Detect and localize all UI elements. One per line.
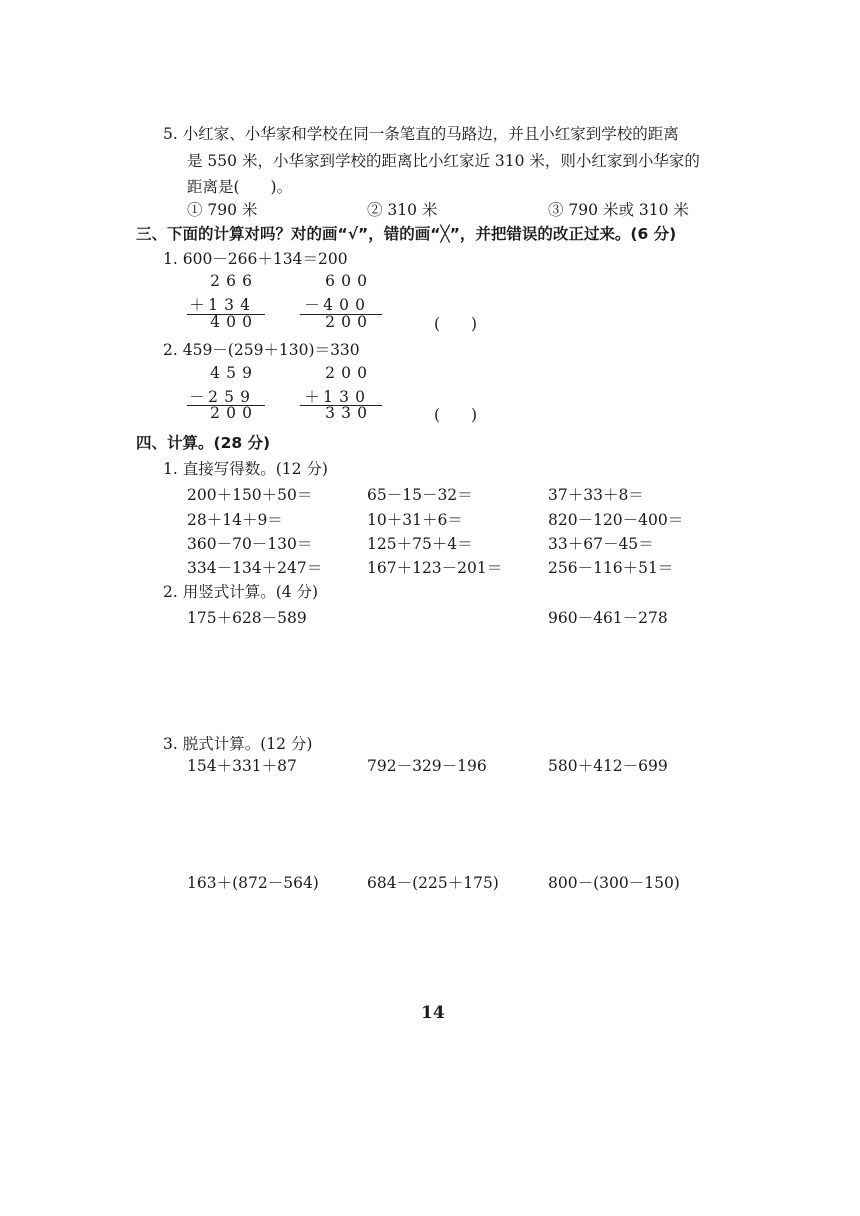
item1-calcA-bottom: ＋ 1 3 4	[189, 296, 250, 314]
item1-calcB-result: 2 0 0	[325, 313, 367, 331]
calc-item: 10＋31＋6＝	[367, 511, 463, 529]
item1-calcB-bottom: － 4 0 0	[304, 296, 365, 314]
q5-option-3: ③ 790 米或 310 米	[548, 201, 689, 219]
sub3-title: 3. 脱式计算。(12 分)	[163, 735, 313, 753]
stepwise-problem: 684－(225＋175)	[367, 874, 499, 892]
calc-item: 334－134＋247＝	[187, 559, 323, 577]
sub1-title: 1. 直接写得数。(12 分)	[163, 460, 328, 478]
item1-calcB-top: 6 0 0	[325, 272, 367, 290]
q5-line2: 是 550 米，小华家到学校的距离比小红家近 310 米，则小红家到小华家的	[187, 152, 700, 170]
calc-item: 167＋123－201＝	[367, 559, 503, 577]
calc-item: 820－120－400＝	[548, 511, 684, 529]
calc-item: 125＋75＋4＝	[367, 535, 473, 553]
page-number: 14	[421, 1003, 445, 1023]
section3-title: 三、下面的计算对吗？对的画“√”，错的画“╳”，并把错误的改正过来。(6 分)	[136, 225, 677, 243]
item2-calcA-top: 4 5 9	[210, 364, 252, 382]
calc-item: 33＋67－45＝	[548, 535, 654, 553]
item2-calcB-result: 3 3 0	[325, 404, 367, 422]
section3-item2-label: 2. 459－(259＋130)＝330	[163, 341, 360, 359]
calc-item: 200＋150＋50＝	[187, 486, 313, 504]
stepwise-problem: 163＋(872－564)	[187, 874, 319, 892]
sub2-title: 2. 用竖式计算。(4 分)	[163, 583, 319, 601]
vertical-calc-problem: 960－461－278	[548, 609, 668, 627]
item2-calcA-result: 2 0 0	[210, 404, 252, 422]
calc-item: 28＋14＋9＝	[187, 511, 283, 529]
stepwise-problem: 580＋412－699	[548, 757, 668, 775]
item1-calcA-top: 2 6 6	[210, 272, 252, 290]
stepwise-problem: 800－(300－150)	[548, 874, 680, 892]
calc-item: 360－70－130＝	[187, 535, 313, 553]
vertical-calc-problem: 175＋628－589	[187, 609, 307, 627]
q5-option-2: ② 310 米	[367, 201, 438, 219]
item1-answer-bracket: ( )	[434, 315, 478, 333]
item2-answer-bracket: ( )	[434, 406, 478, 424]
stepwise-problem: 792－329－196	[367, 757, 487, 775]
q5-line1: 5. 小红家、小华家和学校在同一条笔直的马路边，并且小红家到学校的距离	[163, 125, 679, 143]
section3-item1-label: 1. 600－266＋134＝200	[163, 250, 348, 268]
calc-item: 256－116＋51＝	[548, 559, 674, 577]
calc-item: 37＋33＋8＝	[548, 486, 644, 504]
calc-item: 65－15－32＝	[367, 486, 473, 504]
section4-title: 四、计算。(28 分)	[136, 434, 271, 452]
q5-line3: 距离是( )。	[187, 178, 293, 196]
item2-calcB-bottom: ＋ 1 3 0	[304, 388, 365, 406]
stepwise-problem: 154＋331＋87	[187, 757, 297, 775]
item2-calcB-top: 2 0 0	[325, 364, 367, 382]
item2-calcA-bottom: － 2 5 9	[189, 388, 250, 406]
q5-option-1: ① 790 米	[187, 201, 258, 219]
item1-calcA-result: 4 0 0	[210, 313, 252, 331]
